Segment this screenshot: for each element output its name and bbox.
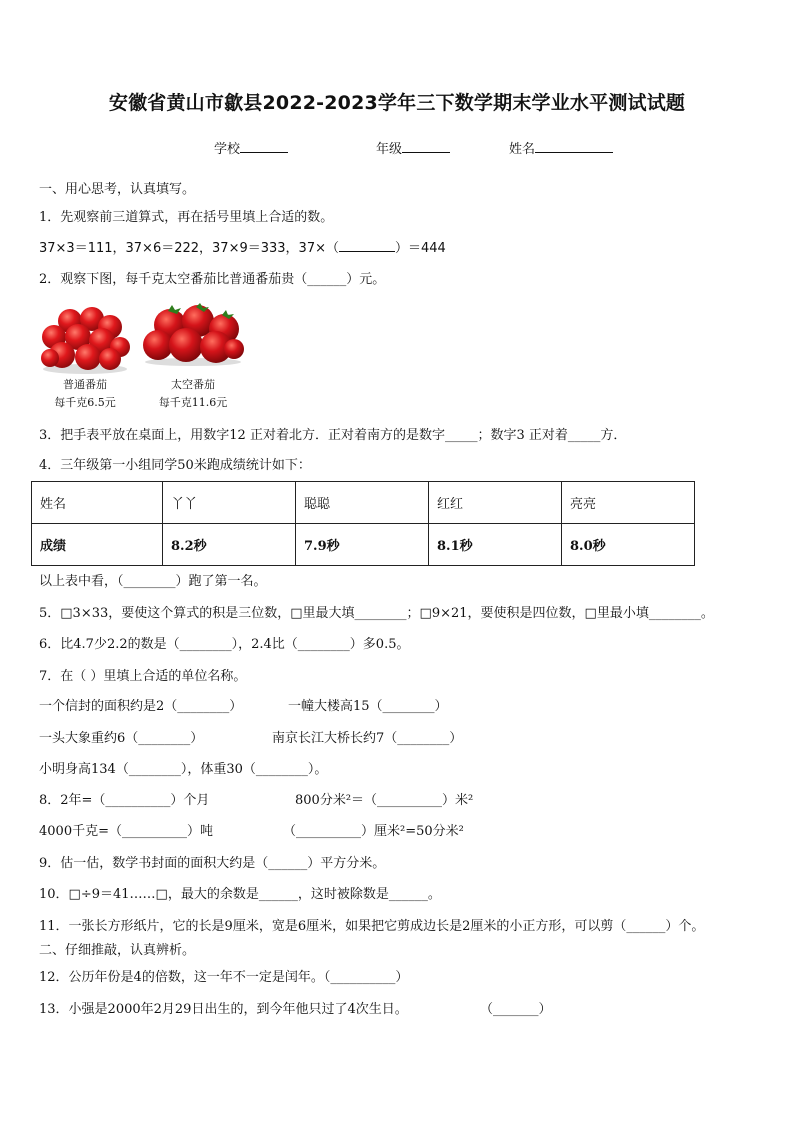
question-4: 4．三年级第一小组同学50米跑成绩统计如下： — [39, 458, 311, 473]
school-blank[interactable] — [240, 140, 288, 153]
normal-tomatoes-image — [40, 303, 130, 375]
table-cell: 8.0秒 — [562, 524, 695, 566]
question-4-followup: 以上表中看，（________）跑了第一名。 — [39, 574, 267, 589]
name-blank[interactable] — [535, 140, 613, 153]
question-7b: 一幢大楼高15（________） — [288, 699, 448, 714]
question-7: 7．在（ ）里填上合适的单位名称。 — [39, 669, 247, 684]
space-tomatoes-image — [142, 303, 244, 367]
section-2-heading: 二、仔细推敲，认真辨析。 — [39, 943, 196, 958]
space-tomato-price: 每千克11.6元 — [158, 396, 228, 409]
table-cell: 8.1秒 — [429, 524, 562, 566]
section-1-heading: 一、用心思考，认真填写。 — [39, 182, 196, 197]
table-cell: 红红 — [429, 482, 562, 524]
table-cell: 8.2秒 — [163, 524, 296, 566]
question-13-answer-blank[interactable]: （_______） — [480, 1002, 552, 1017]
school-label: 学校 — [214, 142, 241, 157]
formula-blank[interactable] — [339, 239, 395, 252]
school-field[interactable] — [214, 140, 288, 159]
question-5: 5．□3×33，要使这个算式的积是三位数，□里最大填________；□9×21，要使积是四位数，□里最小填________。 — [39, 606, 714, 621]
question-9: 9．估一估，数学书封面的面积大约是（______）平方分米。 — [39, 856, 386, 871]
question-7e: 小明身高134（________），体重30（________）。 — [39, 762, 328, 777]
table-row — [32, 524, 695, 566]
question-11: 11．一张长方形纸片，它的长是9厘米，宽是6厘米，如果把它剪成边长是2厘米的小正方形，可以剪（______）个。 — [39, 919, 705, 934]
question-1: 1．先观察前三道算式，再在括号里填上合适的数。 — [39, 210, 334, 225]
question-1-formula — [39, 239, 446, 258]
table-cell: 7.9秒 — [296, 524, 429, 566]
table-cell: 姓名 — [32, 482, 163, 524]
question-8b: 800分米²＝（__________）米² — [295, 793, 474, 808]
question-6: 6．比4.7少2.2的数是（________），2.4比（________）多0.5。 — [39, 637, 410, 652]
question-8c: 4000千克=（__________）吨 — [39, 824, 213, 839]
table-cell: 丫丫 — [163, 482, 296, 524]
question-8a: 8．2年=（__________）个月 — [39, 793, 210, 808]
question-8d: （__________）厘米²=50分米² — [283, 824, 464, 839]
grade-field[interactable] — [376, 140, 450, 159]
formula-part-a: 37×3＝111，37×6＝222，37×9＝333，37×（ — [39, 241, 339, 256]
question-7d: 南京长江大桥长约7（________） — [272, 731, 463, 746]
normal-tomato-label: 普通番茄 — [63, 378, 107, 391]
name-label: 姓名 — [509, 142, 536, 157]
name-field[interactable] — [509, 140, 613, 159]
space-tomato-label: 太空番茄 — [171, 378, 215, 391]
table-cell: 成绩 — [32, 524, 163, 566]
normal-tomato-price: 每千克6.5元 — [54, 396, 116, 409]
question-10: 10．□÷9＝41……□，最大的余数是______，这时被除数是______。 — [39, 887, 441, 902]
table-cell: 聪聪 — [296, 482, 429, 524]
page-title: 安徽省黄山市歙县2022-2023学年三下数学期末学业水平测试试题 — [108, 92, 686, 114]
table-cell: 亮亮 — [562, 482, 695, 524]
scores-table — [31, 481, 695, 566]
question-2: 2．观察下图，每千克太空番茄比普通番茄贵（______）元。 — [39, 272, 386, 287]
question-12: 12．公历年份是4的倍数，这一年不一定是闰年。（__________） — [39, 970, 409, 985]
question-7a: 一个信封的面积约是2（________） — [39, 699, 243, 714]
question-7c: 一头大象重约6（________） — [39, 731, 204, 746]
table-header-row — [32, 482, 695, 524]
formula-part-b: ）＝444 — [395, 241, 446, 256]
question-13: 13．小强是2000年2月29日出生的，到今年他只过了4次生日。 — [39, 1002, 408, 1017]
grade-label: 年级 — [376, 142, 403, 157]
grade-blank[interactable] — [402, 140, 450, 153]
question-3: 3．把手表平放在桌面上，用数字12 正对着北方．正对着南方的是数字_____；数字3 正对着_____方． — [39, 428, 627, 443]
